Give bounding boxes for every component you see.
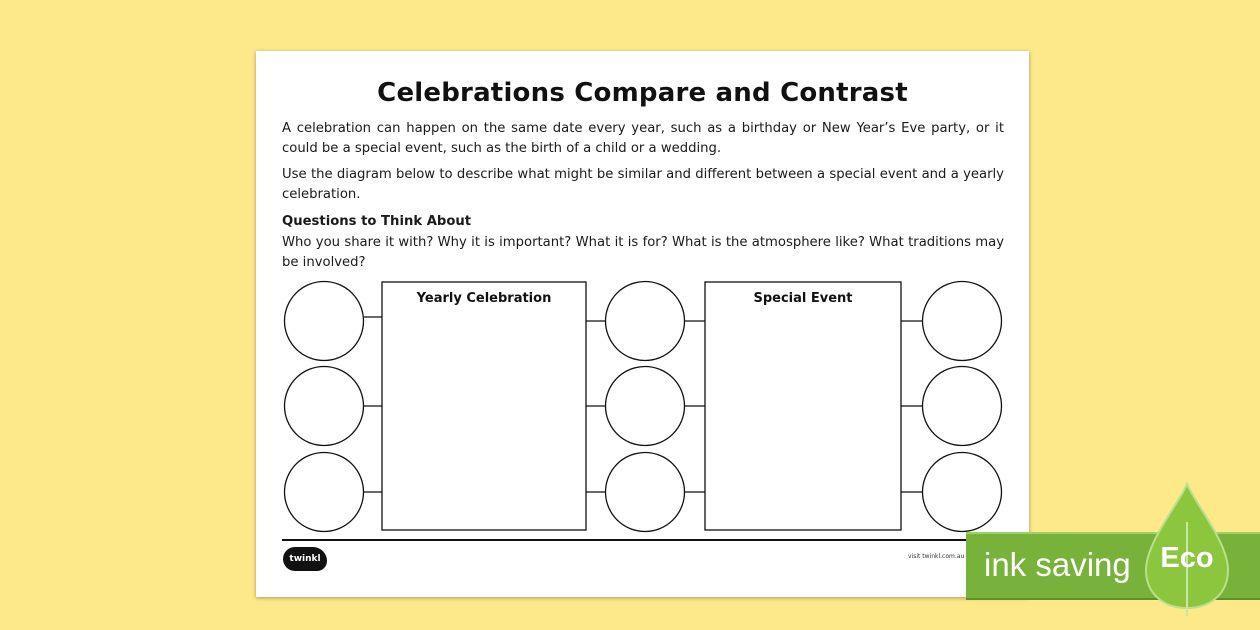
worksheet-page: [256, 51, 1029, 597]
instruction-paragraph: Use the diagram below to describe what might be similar and different between a special event and a yearly celebration.: [282, 167, 1004, 202]
special-event-box: [705, 282, 901, 530]
yearly-celebration-box: [382, 282, 586, 530]
twinkl-logo: twinkl: [283, 547, 327, 571]
footer-divider: [282, 539, 1004, 541]
left-circle-3: [285, 453, 364, 532]
intro-paragraph: A celebration can happen on the same date every year, such as a birthday or New Year’s Eve party, or it could be a special event, such as the birth of a child or a wedding.: [282, 121, 1004, 156]
ink-saving-text: ink saving: [984, 546, 1131, 583]
yearly-celebration-label: Yearly Celebration: [416, 291, 552, 306]
middle-circle-2: [606, 367, 685, 446]
questions-heading: Questions to Think About: [282, 214, 472, 229]
right-circle-3: [923, 453, 1002, 532]
right-circle-1: [923, 282, 1002, 361]
special-event-label: Special Event: [753, 291, 853, 306]
eco-label: Eco: [1160, 542, 1214, 574]
middle-circle-3: [606, 453, 685, 532]
left-circle-2: [285, 367, 364, 446]
left-circle-1: [285, 282, 364, 361]
right-circle-2: [923, 367, 1002, 446]
visit-website-text: visit twinkl.com.au: [908, 553, 965, 560]
compare-contrast-diagram: [256, 51, 1029, 597]
worksheet-title: Celebrations Compare and Contrast: [377, 78, 908, 108]
middle-circle-1: [606, 282, 685, 361]
questions-paragraph: Who you share it with? Why it is important? What it is for? What is the atmosphere like? What traditions may be involved?: [282, 235, 1004, 270]
